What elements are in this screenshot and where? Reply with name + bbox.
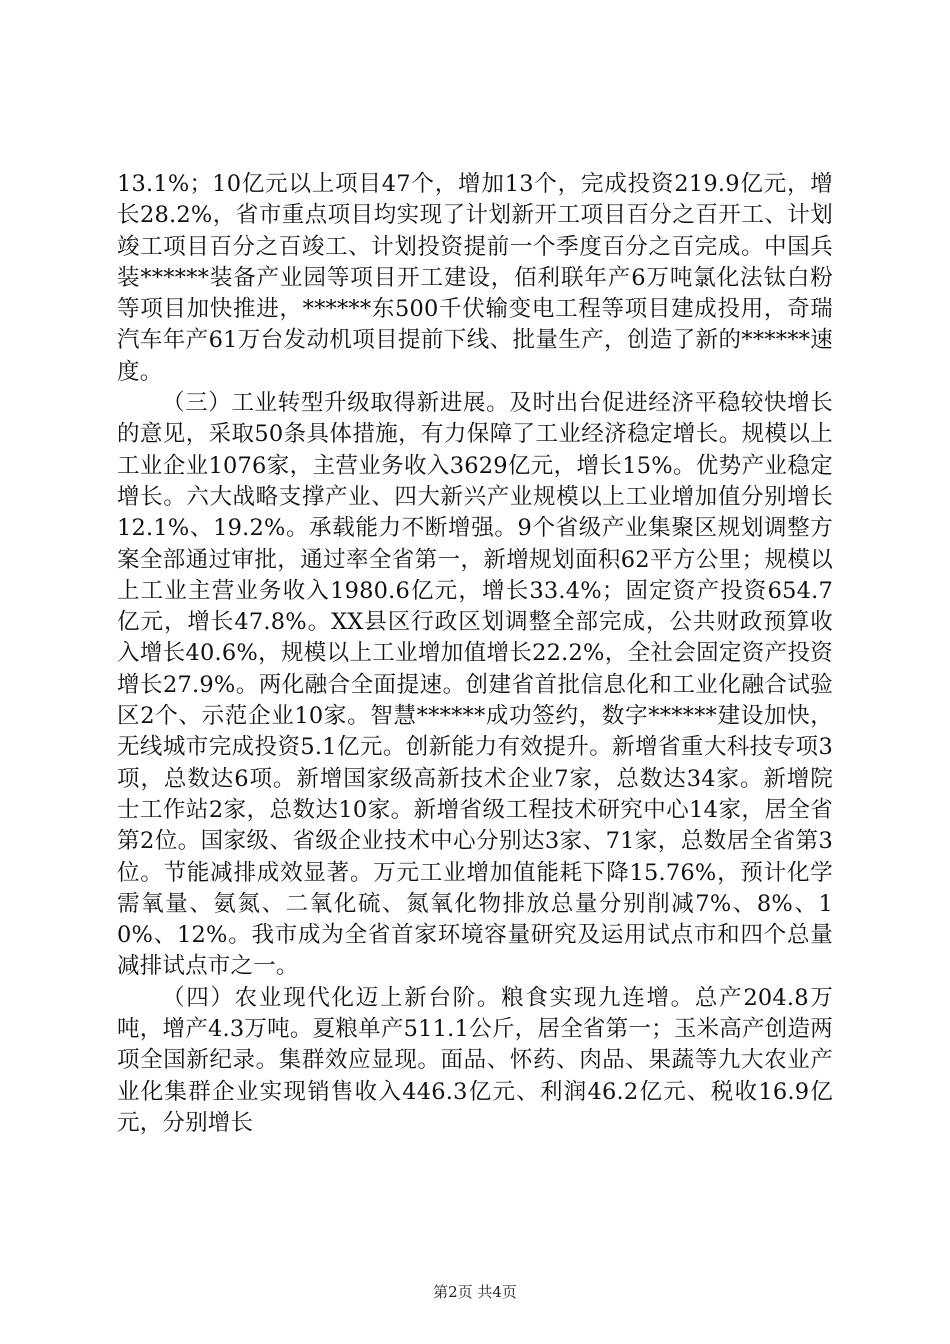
page-number-footer: 第2页 共4页 <box>433 1283 517 1301</box>
document-body <box>117 169 833 1139</box>
paragraph-investment-continued: 13.1%；10亿元以上项目47个，增加13个，完成投资219.9亿元，增长28.2%，省市重点项目均实现了计划新开工项目百分之百开工、计划竣工项目百分之百竣工、计划投资提前一个季度百分之百完成。中国兵装******装备产业园等项目开工建设，佰利联年产6万吨氯化法钛白粉等项目加快推进，******东500千伏输变电工程等项目建成投用，奇瑞汽车年产61万台发动机项目提前下线、批量生产，创造了新的******速度。 <box>117 171 833 385</box>
paragraph-industrial-upgrade: （三）工业转型升级取得新进展。及时出台促进经济平稳较快增长的意见，采取50条具体措施，有力保障了工业经济稳定增长。规模以上工业企业1076家，主营业务收入3629亿元，增长15%。优势产业稳定增长。六大战略支撑产业、四大新兴产业规模以上工业增加值分别增长12.1%、19.2%。承载能力不断增强。9个省级产业集聚区规划调整方案全部通过审批，通过率全省第一，新增规划面积62平方公里；规模以上工业主营业务收入1980.6亿元，增长33.4%；固定资产投资654.7亿元，增长47.8%。XX县区行政区划调整全部完成，公共财政预算收入增长40.6%，规模以上工业增加值增长22.2%，全社会固定资产投资增长27.9%。两化融合全面提速。创建省首批信息化和工业化融合试验区2个、示范企业10家。智慧******成功签约，数字******建设加快，无线城市完成投资5.1亿元。创新能力有效提升。新增省重大科技专项3项，总数达6项。新增国家级高新技术企业7家，总数达34家。新增院士工作站2家，总数达10家。新增省级工程技术研究中心14家，居全省第2位。国家级、省级企业技术中心分别达3家、71家，总数居全省第3位。节能减排成效显著。万元工业增加值能耗下降15.76%，预计化学需氧量、氨氮、二氧化硫、氮氧化物排放总量分别削减7%、8%、10%、12%。我市成为全省首家环境容量研究及运用试点市和四个总量减排试点市之一。 <box>117 390 833 980</box>
paragraph-agriculture-modernization: （四）农业现代化迈上新台阶。粮食实现九连增。总产204.8万吨，增产4.3万吨。夏粮单产511.1公斤，居全省第一；玉米高产创造两项全国新纪录。集群效应显现。面品、怀药、肉品、果蔬等九大农业产业化集群企业实现销售收入446.3亿元、利润46.2亿元、税收16.9亿元，分别增长 <box>117 984 833 1136</box>
